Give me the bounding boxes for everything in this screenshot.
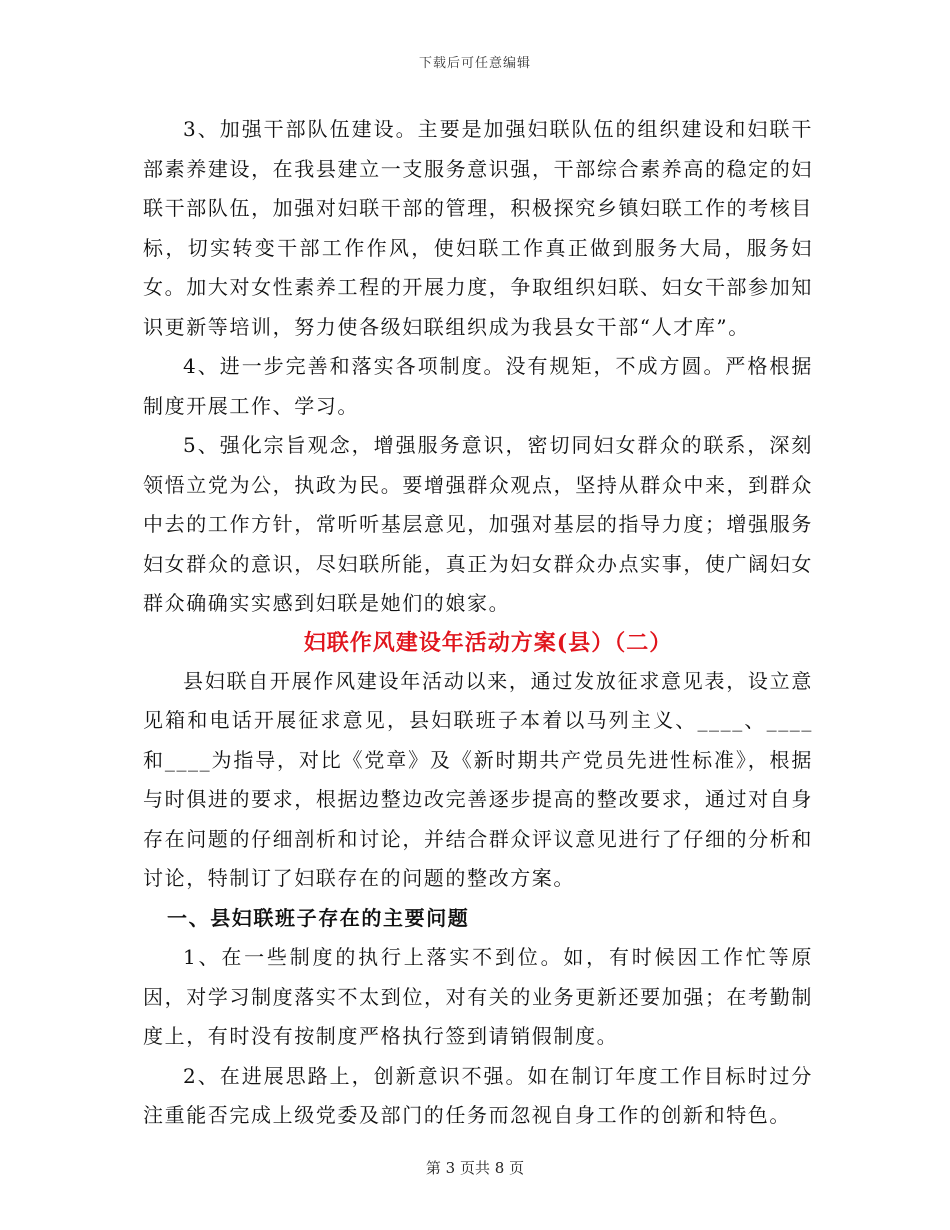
section-title: 妇联作风建设年活动方案(县）（二） [303, 629, 673, 656]
paragraph-problem-2: 2、在进展思路上，创新意识不强。如在制订年度工作目标时过分注重能否完成上级党委及部门的任务而忽视自身工作的创新和特色。 [143, 1063, 813, 1127]
section-heading-main-problems: 一、县妇联班子存在的主要问题 [167, 905, 470, 930]
paragraph-service-awareness: 5、强化宗旨观念，增强服务意识，密切同妇女群众的联系，深刻领悟立党为公，执政为民。要增强群众观点，坚持从群众中来，到群众中去的工作方针，常听听基层意见，加强对基层的指导力度；增强服务妇女群众的意识，尽妇联所能，真正为妇女群众办点实事，使广阔妇女群众确确实实感到妇联是她们的娘家。 [143, 433, 813, 615]
paragraph-cadre-building: 3、加强干部队伍建设。主要是加强妇联队伍的组织建设和妇联干部素养建设，在我县建立一支服务意识强，干部综合素养高的稳定的妇联干部队伍，加强对妇联干部的管理，积极探究乡镇妇联工作的考核目标，切实转变干部工作作风，使妇联工作真正做到服务大局，服务妇女。加大对女性素养工程的开展力度，争取组织妇联、妇女干部参加知识更新等培训，努力使各级妇联组织成为我县女干部“人才库”。 [143, 117, 813, 339]
page-footer: 第 3 页共 8 页 [425, 1159, 525, 1177]
paragraph-system-improvement: 4、进一步完善和落实各项制度。没有规矩，不成方圆。严格根据制度开展工作、学习。 [143, 354, 813, 418]
paragraph-problem-1: 1、在一些制度的执行上落实不到位。如，有时候因工作忙等原因，对学习制度落实不太到位，对有关的业务更新还要加强；在考勤制度上，有时没有按制度严格执行签到请销假制度。 [143, 945, 813, 1048]
paragraph-introduction: 县妇联自开展作风建设年活动以来，通过发放征求意见表，设立意见箱和电话开展征求意见，县妇联班子本着以马列主义、____、____和____为指导，对比《党章》及《新时期共产党员先进性标准》，根据与时俱进的要求，根据边整边改完善逐步提高的整改要求，通过对自身存在问题的仔细剖析和讨论，并结合群众评议意见进行了仔细的分析和讨论，特制订了妇联存在的问题的整改方案。 [143, 668, 813, 890]
page-header: 下载后可任意编辑 [418, 56, 531, 71]
document-body [143, 110, 813, 1136]
